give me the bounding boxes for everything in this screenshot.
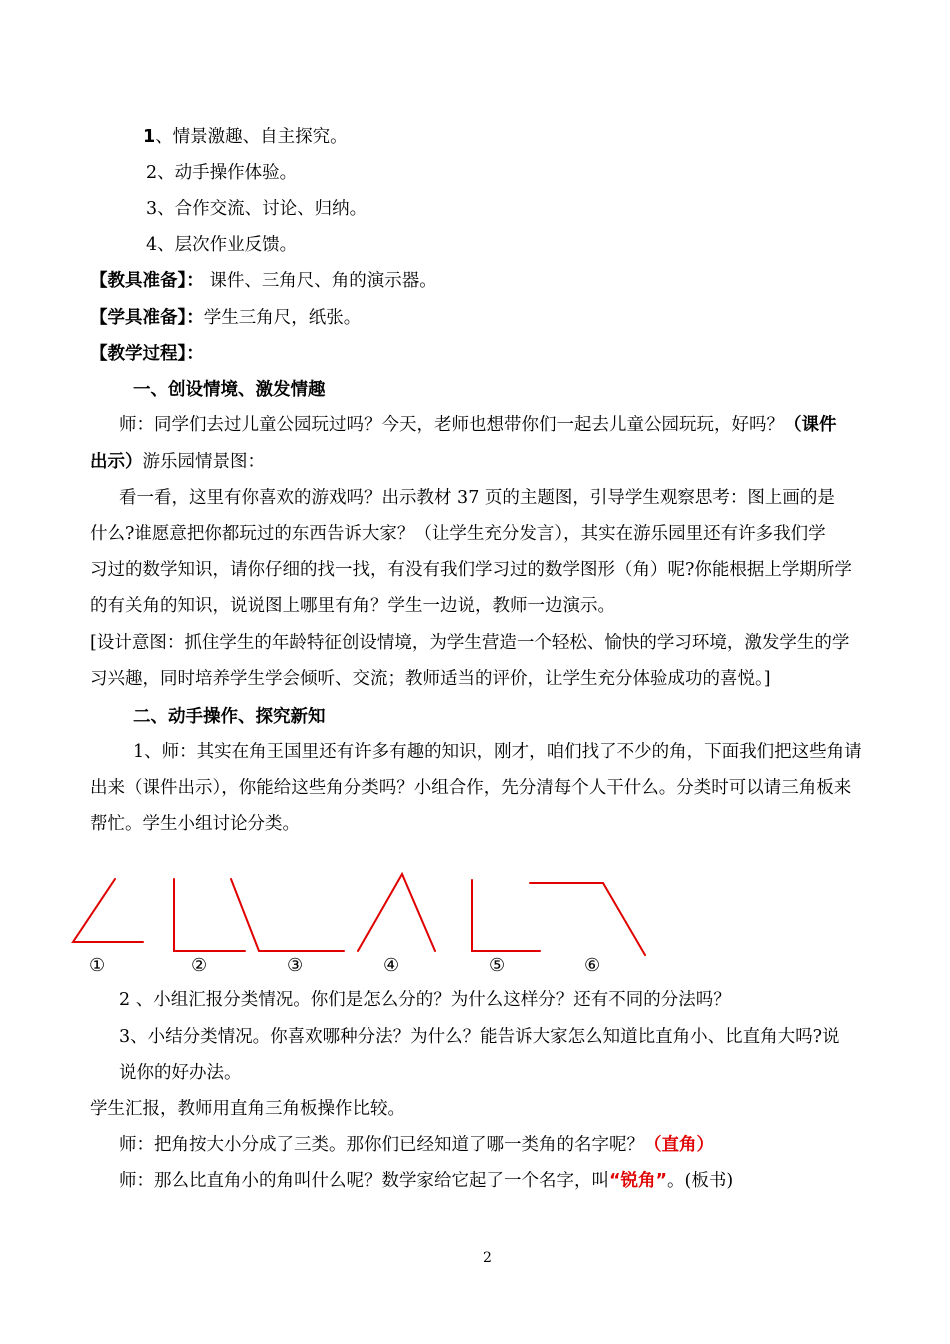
angle-label-3: ③ bbox=[287, 955, 304, 976]
section2-item3-line1: 3、小结分类情况。你喜欢哪种分法？为什么？能告诉大家怎么知道比直角小、比直角大吗?说 bbox=[119, 1027, 840, 1047]
student-prep-label: 【学具准备】： bbox=[90, 308, 204, 328]
section2-p1-line2: 出来（课件出示），你能给这些角分类吗？小组合作，先分清每个人干什么。分类时可以请三角板来 bbox=[90, 778, 852, 798]
section1-p2-line4: 的有关角的知识，说说图上哪里有角？学生一边说，教师一边演示。 bbox=[90, 596, 615, 616]
process-title: 【教学过程】： bbox=[90, 344, 204, 364]
term-acute-angle: “锐角” bbox=[609, 1171, 668, 1191]
section2-item2: 2 、小组汇报分类情况。你们是怎么分的？为什么这样分？还有不同的分法吗？ bbox=[119, 990, 731, 1010]
method-text: 、动手操作体验。 bbox=[157, 163, 298, 183]
teacher-line-2-tail: 。(板书) bbox=[667, 1171, 734, 1191]
teacher-prep-text: 课件、三角尺、角的演示器。 bbox=[203, 271, 437, 291]
teacher-line-2 bbox=[119, 1169, 733, 1193]
method-number: 3 bbox=[146, 199, 158, 219]
angle-label-2: ② bbox=[191, 955, 208, 976]
design-intent-line1: [设计意图：抓住学生的年龄特征创设情境，为学生营造一个轻松、愉快的学习环境，激发学生的学 bbox=[90, 633, 850, 653]
method-number: 1 bbox=[143, 127, 156, 147]
teacher-line-1 bbox=[119, 1133, 714, 1157]
design-intent-line2: 习兴趣，同时培养学生学会倾听、交流；教师适当的评价，让学生充分体验成功的喜悦。] bbox=[90, 669, 771, 689]
student-prep-text: 学生三角尺，纸张。 bbox=[203, 308, 362, 328]
section1-heading: 一、创设情境、激发情趣 bbox=[133, 380, 326, 400]
teacher-line-2-text: 师：那么比直角小的角叫什么呢？数学家给它起了一个名字，叫 bbox=[119, 1171, 609, 1191]
section1-p1-text: 师：同学们去过儿童公园玩过吗？今天，老师也想带你们一起去儿童公园玩玩，好吗？ bbox=[119, 415, 784, 435]
section2-item3-line2: 说你的好办法。 bbox=[119, 1063, 242, 1083]
angle-3 bbox=[231, 879, 344, 951]
section1-p1-bold-a: （课件 bbox=[784, 415, 837, 435]
method-text: 、情景激趣、自主探究。 bbox=[155, 127, 348, 147]
section2-heading: 二、动手操作、探究新知 bbox=[133, 707, 326, 727]
answer-right-angle: （直角） bbox=[644, 1135, 714, 1155]
angle-label-4: ④ bbox=[383, 955, 400, 976]
method-number: 4 bbox=[146, 235, 158, 255]
angle-label-1: ① bbox=[89, 955, 106, 976]
angle-4 bbox=[358, 874, 435, 951]
method-text: 、层次作业反馈。 bbox=[157, 235, 298, 255]
section1-p2-line3: 习过的数学知识，请你仔细的找一找，有没有我们学习过的数学图形（角）呢?你能根据上学期所学 bbox=[90, 560, 852, 580]
teacher-prep-label: 【教具准备】： bbox=[90, 271, 204, 291]
section2-p1-line1: 1、师：其实在角王国里还有许多有趣的知识，刚才，咱们找了不少的角，下面我们把这些角请 bbox=[133, 742, 862, 762]
teacher-line-1-text: 师：把角按大小分成了三类。那你们已经知道了哪一类角的名字呢？ bbox=[119, 1135, 644, 1155]
section1-p1-rest: 游乐园情景图： bbox=[142, 452, 265, 472]
section2-report: 学生汇报，教师用直角三角板操作比较。 bbox=[90, 1099, 405, 1119]
angle-label-6: ⑥ bbox=[584, 955, 601, 976]
page-number: 2 bbox=[483, 1250, 492, 1266]
section1-p2-line2: 什么?谁愿意把你都玩过的东西告诉大家？（让学生充分发言），其实在游乐园里还有许多我们学 bbox=[90, 524, 826, 544]
section1-p1-bold-b: 出示） bbox=[90, 452, 143, 472]
angle-1 bbox=[73, 879, 143, 942]
angle-6 bbox=[530, 883, 645, 955]
method-number: 2 bbox=[146, 163, 158, 183]
section1-p2-line1: 看一看，这里有你喜欢的游戏吗？出示教材 37 页的主题图，引导学生观察思考：图上画的是 bbox=[119, 488, 835, 508]
angle-label-5: ⑤ bbox=[489, 955, 506, 976]
angle-5 bbox=[472, 880, 540, 951]
method-text: 、合作交流、讨论、归纳。 bbox=[157, 199, 368, 219]
section2-p1-line3: 帮忙。学生小组讨论分类。 bbox=[90, 814, 300, 834]
